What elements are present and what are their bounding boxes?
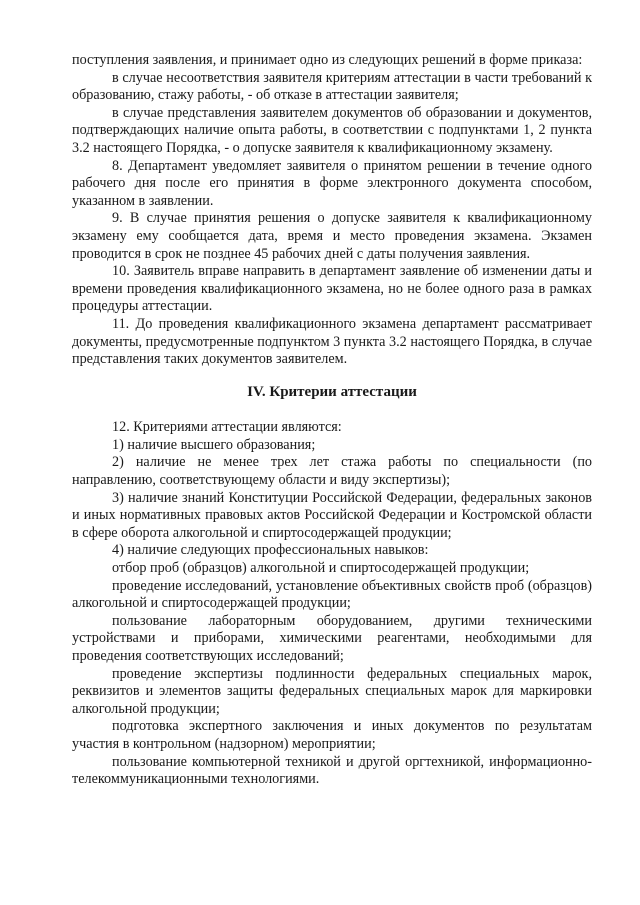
- paragraph-item-10: 10. Заявитель вправе направить в департамент заявление об изменении даты и времени проведения квалификационного экзамена, но не более одного раза в рамках процедуры аттестации.: [72, 263, 592, 315]
- paragraph-refusal: в случае несоответствия заявителя критериям аттестации в части требований к образованию, стажу работы, - об отказе в аттестации заявителя;: [72, 69, 592, 104]
- criterion-2: 2) наличие не менее трех лет стажа работы по специальности (по направлению, соответствующему области и виду экспертизы);: [72, 454, 592, 489]
- paragraph-admission: в случае представления заявителем документов об образовании и документов, подтверждающих наличие опыта работы, в соответствии с подпунктами 1, 2 пункта 3.2 настоящего Порядка, - о допуске заявителя к квалификационному экзамену.: [72, 104, 592, 156]
- document-page: [72, 52, 592, 789]
- criteria-intro: 12. Критериями аттестации являются:: [112, 419, 342, 436]
- skill-expert-report: подготовка экспертного заключения и иных документов по результатам участия в контрольном (надзорном) мероприятии;: [72, 718, 592, 752]
- section-heading: IV. Критерии аттестации: [247, 383, 417, 400]
- criterion-4: 4) наличие следующих профессиональных навыков:: [112, 542, 429, 559]
- skill-stamp-expertise: проведение экспертизы подлинности федеральных специальных марок, реквизитов и элементов защиты федеральных специальных марок для маркировки алкогольной продукции;: [72, 665, 592, 717]
- paragraph-item-11: 11. До проведения квалификационного экзамена департамент рассматривает документы, предусмотренные подпунктом 3 пункта 3.2 настоящего Порядка, в случае представления таких документов заявителем.: [72, 315, 592, 368]
- skill-computer-use: пользование компьютерной техникой и другой оргтехникой, информационно-телекоммуникационными технологиями.: [72, 753, 592, 788]
- paragraph-intro: поступления заявления, и принимает одно из следующих решений в форме приказа:: [72, 52, 583, 68]
- skill-research: проведение исследований, установление объективных свойств проб (образцов) алкогольной и спиртосодержащей продукции;: [72, 577, 592, 612]
- criterion-1: 1) наличие высшего образования;: [112, 436, 316, 453]
- paragraph-item-8: 8. Департамент уведомляет заявителя о принятом решении в течение одного рабочего дня после его принятия в форме электронного документа способом, указанном в заявлении.: [72, 157, 592, 209]
- paragraph-item-9: 9. В случае принятия решения о допуске заявителя к квалификационному экзамену ему сообщается дата, время и место проведения экзамена. Экзамен проводится в срок не позднее 45 рабочих дней с даты получения заявления.: [72, 210, 592, 262]
- skill-lab-equipment: пользование лабораторным оборудованием, другими техническими устройствами и приборами, химическими реагентами, необходимыми для проведения соответствующих исследований;: [72, 612, 592, 664]
- skill-sampling: отбор проб (образцов) алкогольной и спиртосодержащей продукции;: [112, 560, 530, 577]
- criterion-3: 3) наличие знаний Конституции Российской Федерации, федеральных законов и иных нормативных правовых актов Российской Федерации и Костромской области в сфере оборота алкогольной и спиртосодержащей продукции;: [72, 489, 592, 541]
